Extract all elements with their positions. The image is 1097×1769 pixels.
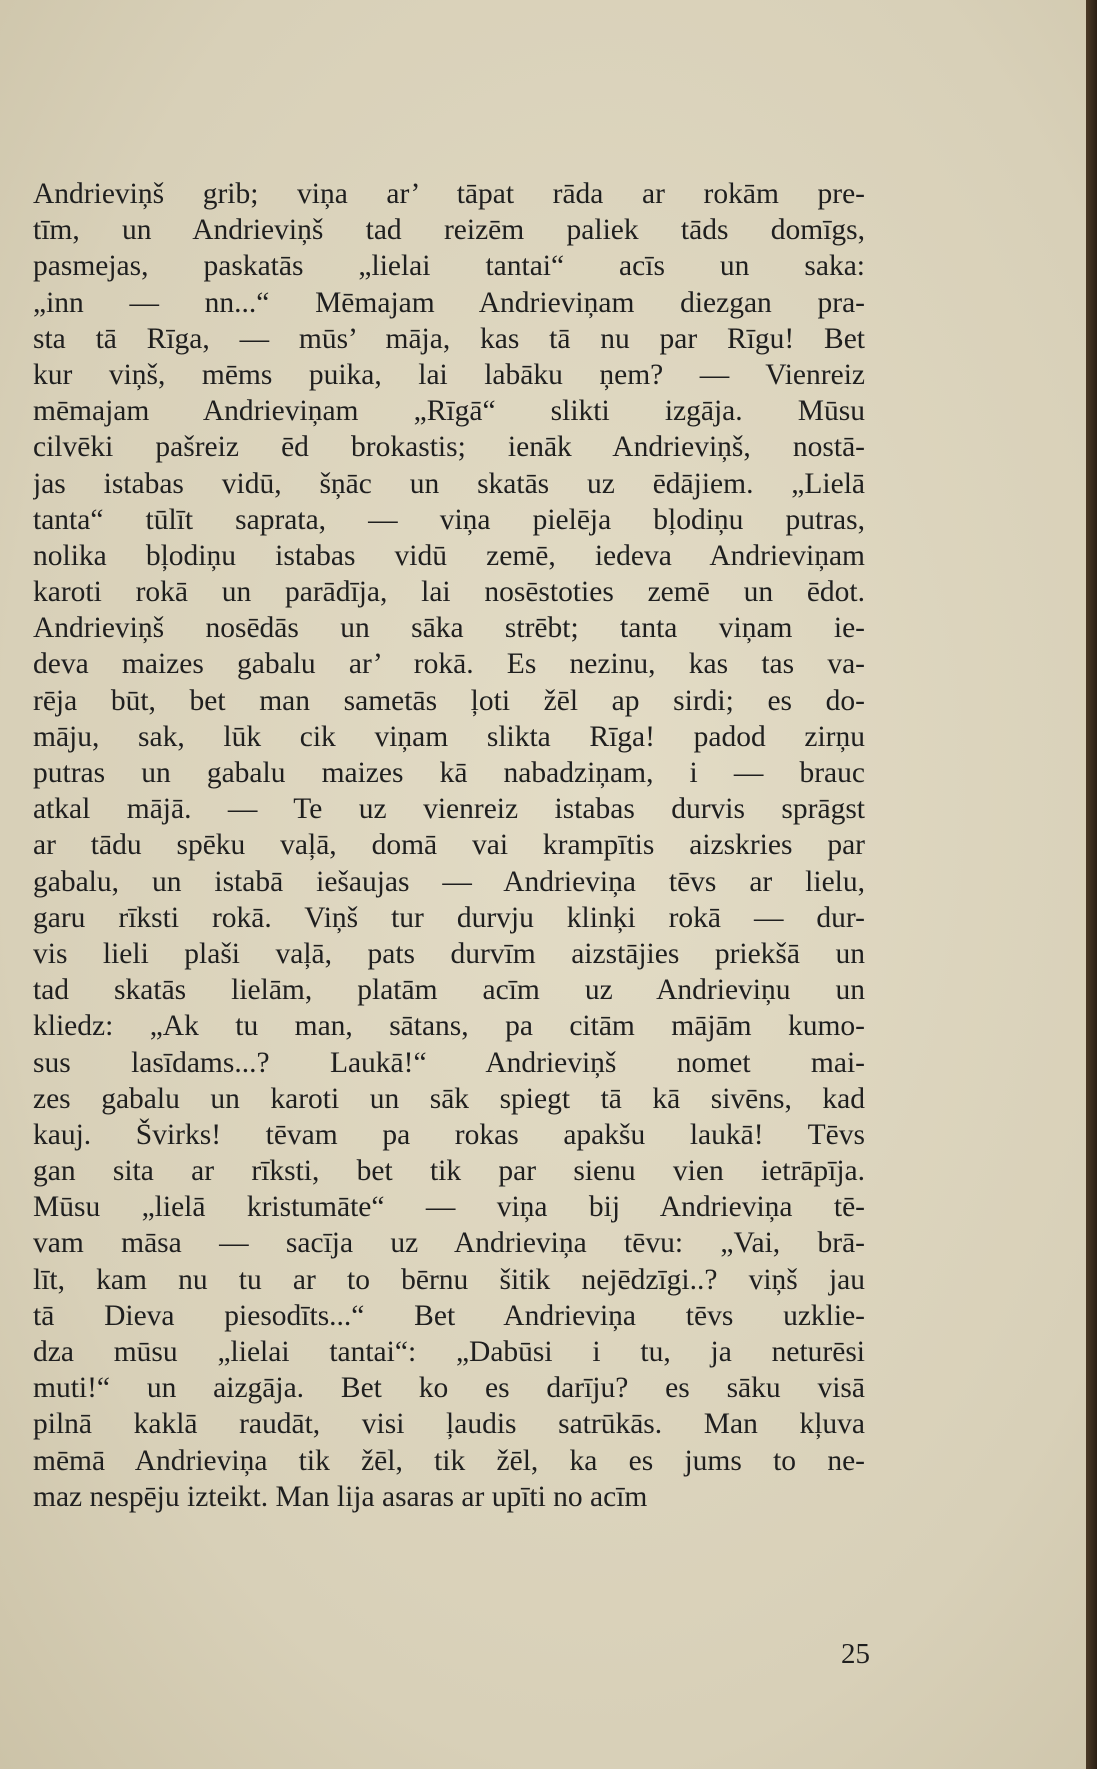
text-line: cilvēki pašreiz ēd brokastis; ienāk Andrieviņš, nostā-: [33, 431, 865, 464]
text-line: putras un gabalu maizes kā nabadziņam, i — brauc: [33, 757, 865, 789]
text-line: deva maizes gabalu ar’ rokā. Es nezinu, kas tas va-: [33, 648, 865, 681]
text-line: sta tā Rīga, — mūs’ māja, kas tā nu par Rīgu! Bet: [33, 322, 865, 355]
text-line: vis lieli plaši vaļā, pats durvīm aizstājies priekšā un: [33, 937, 865, 970]
text-line: kliedz: „Ak tu man, sātans, pa citām mājām kumo-: [33, 1010, 865, 1043]
text-line: muti!“ un aizgāja. Bet ko es darīju? es sāku visā: [33, 1372, 865, 1405]
text-line: tīm, un Andrieviņš tad reizēm paliek tāds domīgs,: [33, 214, 865, 247]
text-line: zes gabalu un karoti un sāk spiegt tā kā sivēns, kad: [33, 1082, 865, 1115]
text-line: Andrieviņš nosēdās un sāka strēbt; tanta viņam ie-: [33, 612, 865, 645]
text-line: dza mūsu „lielai tantai“: „Dabūsi i tu, ja neturēsi: [33, 1336, 865, 1368]
text-line: „inn — nn...“ Mēmajam Andrieviņam diezgan pra-: [33, 286, 865, 319]
text-line: pasmejas, paskatās „lielai tantai“ acīs un saka:: [33, 250, 865, 283]
text-line: mēmajam Andrieviņam „Rīgā“ slikti izgāja. Mūsu: [33, 395, 865, 428]
body-text: [33, 176, 865, 1515]
text-line: garu rīksti rokā. Viņš tur durvju klinķi rokā — dur-: [33, 901, 865, 934]
text-line: vam māsa — sacīja uz Andrieviņa tēvu: „Vai, brā-: [33, 1227, 865, 1260]
text-line: ar tādu spēku vaļā, domā vai krampītis aizskries par: [33, 829, 865, 862]
text-line: maz nespēju izteikt. Man lija asaras ar upīti no acīm: [33, 1480, 648, 1513]
text-line: tad skatās lielām, platām acīm uz Andrieviņu un: [33, 974, 865, 1007]
text-line: tanta“ tūlīt saprata, — viņa pielēja bļodiņu putras,: [33, 503, 865, 536]
text-line: Andrieviņš grib; viņa ar’ tāpat rāda ar rokām pre-: [33, 178, 865, 210]
text-line: atkal mājā. — Te uz vienreiz istabas durvis sprāgst: [33, 793, 865, 826]
page-number: 25: [841, 1638, 870, 1670]
text-line: pilnā kaklā raudāt, visi ļaudis satrūkās. Man kļuva: [33, 1408, 865, 1441]
text-line: kur viņš, mēms puika, lai labāku ņem? — Vienreiz: [33, 358, 865, 391]
text-line: sus lasīdams...? Laukā!“ Andrieviņš nomet mai-: [33, 1046, 865, 1079]
text-line: nolika bļodiņu istabas vidū zemē, iedeva Andrieviņam: [33, 539, 865, 572]
text-line: līt, kam nu tu ar to bērnu šitik nejēdzīgi..? viņš jau: [33, 1263, 865, 1296]
text-line: jas istabas vidū, šņāc un skatās uz ēdājiem. „Lielā: [33, 467, 865, 500]
text-line: gan sita ar rīksti, bet tik par sienu vien ietrāpīja.: [33, 1155, 865, 1188]
text-line: Mūsu „lielā kristumāte“ — viņa bij Andrieviņa tē-: [33, 1191, 865, 1224]
text-line: tā Dieva piesodīts...“ Bet Andrieviņa tēvs uzklie-: [33, 1299, 865, 1332]
text-line: mēmā Andrieviņa tik žēl, tik žēl, ka es jums to ne-: [33, 1444, 865, 1477]
book-spine-edge: [1086, 0, 1097, 1769]
text-line: māju, sak, lūk cik viņam slikta Rīga! padod zirņu: [33, 720, 865, 753]
text-line: kauj. Švirks! tēvam pa rokas apakšu laukā! Tēvs: [33, 1118, 865, 1151]
text-line: rēja būt, bet man sametās ļoti žēl ap sirdi; es do-: [33, 684, 865, 717]
text-line: gabalu, un istabā iešaujas — Andrieviņa tēvs ar lielu,: [33, 865, 865, 898]
text-line: karoti rokā un parādīja, lai nosēstoties zemē un ēdot.: [33, 576, 865, 609]
